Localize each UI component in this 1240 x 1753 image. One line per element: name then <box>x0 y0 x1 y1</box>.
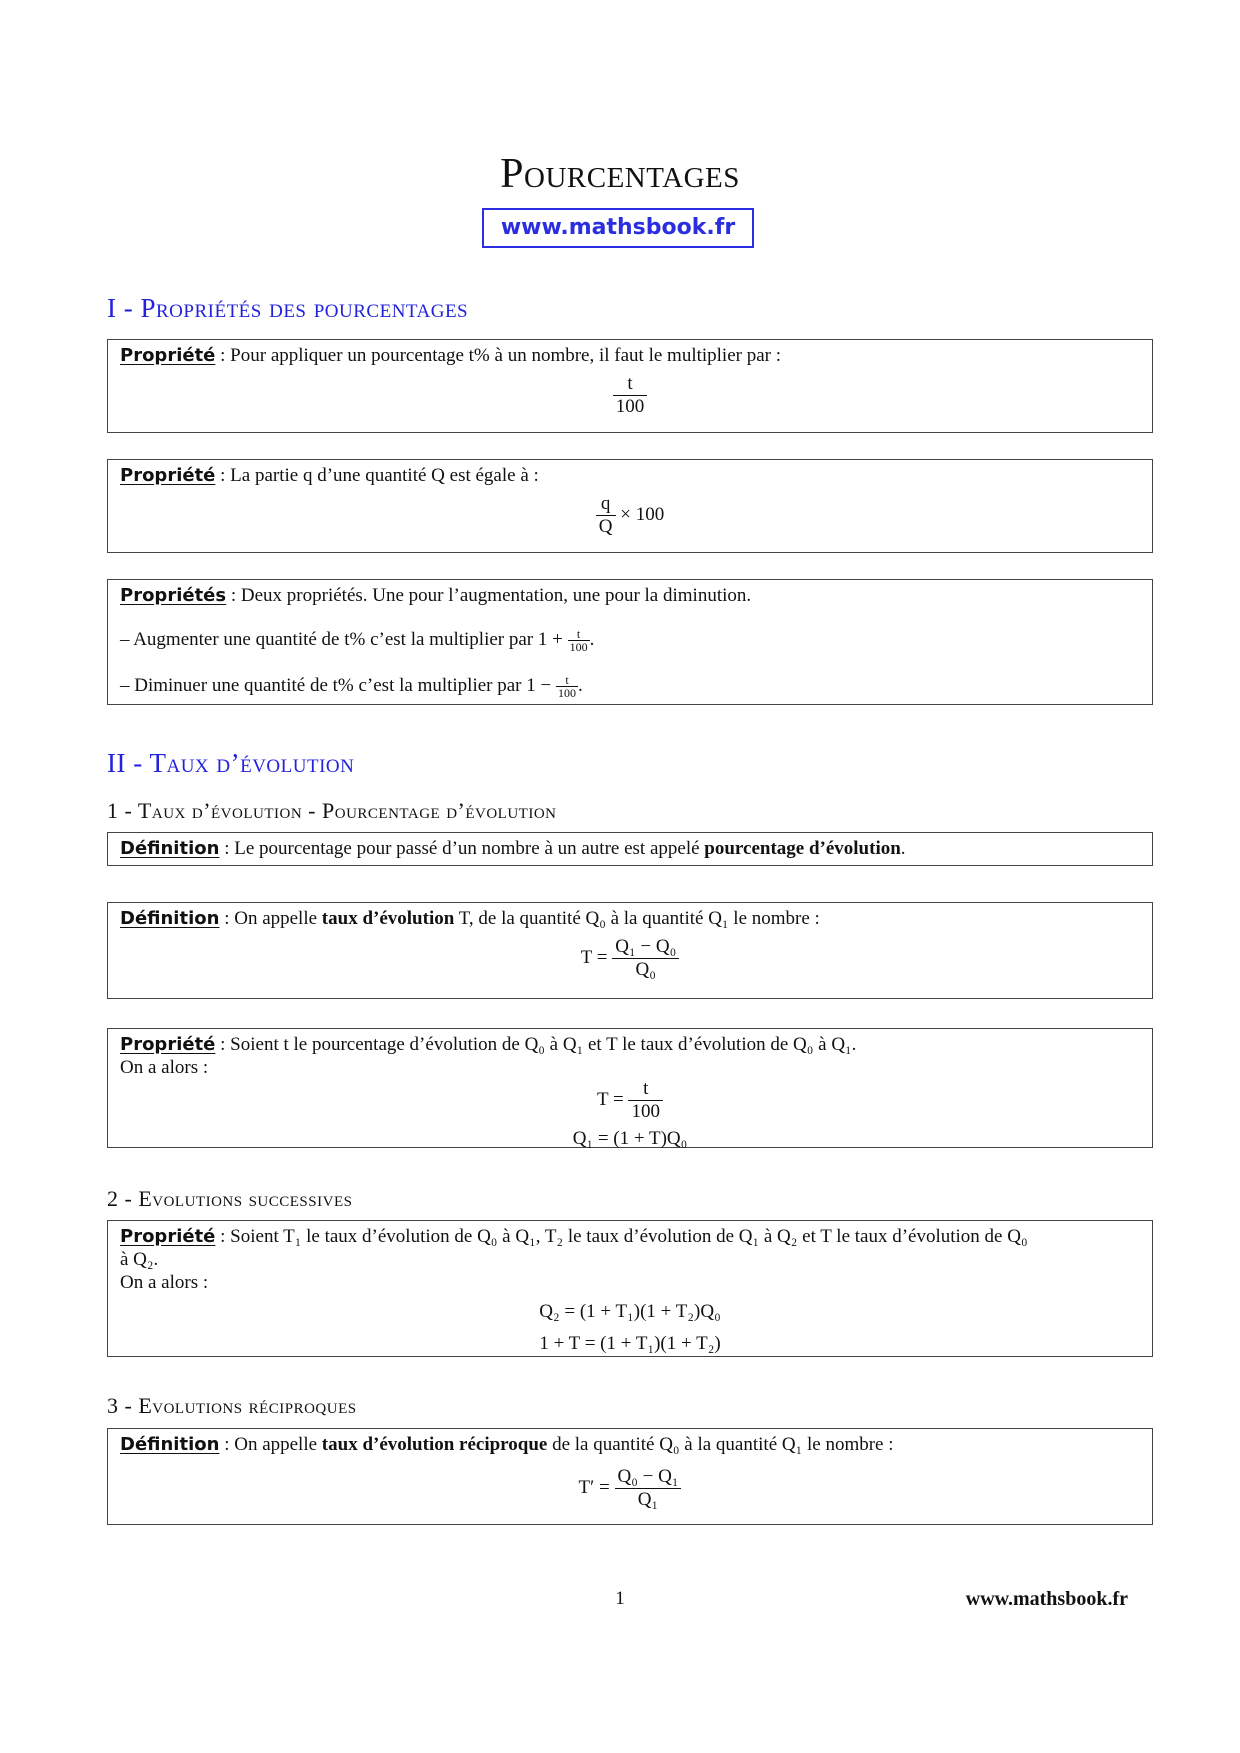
box-label: Définition <box>120 1434 220 1455</box>
denominator: 100 <box>631 1101 660 1122</box>
subsection-heading-1: 1 - Taux d’évolution - Pourcentage d’évolution <box>107 798 557 823</box>
numerator: Q₀ − Q₁ <box>615 1466 682 1489</box>
box-text-continued: à Q₂. <box>120 1249 159 1270</box>
box-label: Propriété <box>120 1034 216 1055</box>
denominator: 100 <box>569 640 588 655</box>
section-heading-2: II - Taux d’évolution <box>107 748 355 778</box>
numerator: t <box>628 1078 663 1101</box>
formula-1: Q₂ = (1 + T₁)(1 + T₂)Q₀ <box>539 1301 721 1322</box>
box-text: : Le pourcentage pour passé d’un nombre à un autre est appelé <box>219 838 705 859</box>
item-text: – Diminuer une quantité de t% c’est la multiplier par 1 − <box>120 675 556 697</box>
list-item-increase: – Augmenter une quantité de t% c’est la multiplier par 1 + $\frac{t}{100}$ . <box>120 627 595 655</box>
formula <box>120 1466 1140 1511</box>
box-text-line2: On a alors : <box>120 1272 209 1293</box>
box-text-end: de la quantité Q₀ à la quantité Q₁ le nombre : <box>547 1434 894 1455</box>
box-label: Propriétés <box>120 585 227 606</box>
fraction <box>613 373 648 418</box>
numerator: q <box>596 493 616 516</box>
page-number: 1 <box>615 1588 625 1609</box>
formula-tail: × 100 <box>615 503 665 525</box>
strong-term: pourcentage d’évolution <box>704 838 901 859</box>
denominator: Q₁ <box>637 1489 659 1510</box>
box-text-end: . <box>900 838 906 859</box>
box-label: Propriété <box>120 1226 216 1247</box>
box-text: : Deux propriétés. Une pour l’augmentation, une pour la diminution. <box>226 585 752 606</box>
box-label: Propriété <box>120 345 216 366</box>
strong-term: taux d’évolution réciproque <box>321 1434 548 1455</box>
list-item-decrease: – Diminuer une quantité de t% c’est la multiplier par 1 − $\frac{t}{100}$ . <box>120 673 583 701</box>
box-text: : On appelle <box>219 1434 322 1455</box>
small-fraction <box>568 628 590 653</box>
definition-box-evolution-rate <box>107 902 1153 999</box>
subsection-heading-3: 3 - Evolutions réciproques <box>107 1393 357 1418</box>
footer-site-link[interactable]: www.mathsbook.fr <box>965 1588 1128 1610</box>
property-box-rate-percentage <box>107 1028 1153 1148</box>
fraction <box>612 936 679 981</box>
strong-term: taux d’évolution <box>321 908 455 929</box>
numerator: t <box>568 628 590 641</box>
item-text: – Augmenter une quantité de t% c’est la multiplier par 1 + <box>120 629 568 650</box>
formula-lhs: T = <box>597 1088 629 1110</box>
fraction <box>615 1466 682 1511</box>
subsection-heading-2: 2 - Evolutions successives <box>107 1186 353 1211</box>
formula-2: 1 + T = (1 + T₁)(1 + T₂) <box>539 1333 721 1354</box>
box-label: Propriété <box>120 465 216 486</box>
denominator: Q <box>598 516 613 537</box>
small-fraction <box>556 674 578 699</box>
formula <box>120 936 1140 981</box>
formula-lhs: T = <box>580 946 613 968</box>
definition-box-percentage-evolution <box>107 832 1153 866</box>
denominator: 100 <box>557 686 576 701</box>
denominator: 100 <box>615 396 645 417</box>
formula <box>120 493 1140 538</box>
box-text: : Soient T₁ le taux d’évolution de Q₀ à Q₁, T₂ le taux d’évolution de Q₁ à Q₂ et T le taux d’évolution de Q₀ <box>215 1226 1028 1247</box>
formula-2: Q₁ = (1 + T)Q₀ <box>572 1128 688 1149</box>
fraction <box>628 1078 663 1123</box>
formula-1 <box>120 1078 1140 1123</box>
box-text: : Pour appliquer un pourcentage t% à un nombre, il faut le multiplier par : <box>215 345 782 366</box>
box-text-line2: On a alors : <box>120 1057 209 1078</box>
formula <box>120 373 1140 418</box>
box-text: : Soient t le pourcentage d’évolution de Q₀ à Q₁ et T le taux d’évolution de Q₀ à Q₁. <box>215 1034 857 1055</box>
numerator: t <box>613 373 648 396</box>
numerator: Q₁ − Q₀ <box>612 936 679 959</box>
site-link-box[interactable]: www.mathsbook.fr <box>482 208 754 248</box>
property-box-part-of-quantity <box>107 459 1153 553</box>
numerator: t <box>556 674 578 687</box>
property-box-apply-percentage <box>107 339 1153 433</box>
denominator: Q₀ <box>635 959 656 980</box>
section-heading-1: I - Propriétés des pourcentages <box>107 293 469 323</box>
formula-lhs: T′ = <box>578 1476 615 1498</box>
property-box-increase-decrease <box>107 579 1153 705</box>
box-label: Définition <box>120 838 220 859</box>
box-text: : On appelle <box>219 908 322 929</box>
definition-box-reciprocal-rate <box>107 1428 1153 1525</box>
fraction <box>596 493 616 538</box>
box-label: Définition <box>120 908 220 929</box>
box-text-end: T, de la quantité Q₀ à la quantité Q₁ le nombre : <box>454 908 820 929</box>
property-box-successive-evolutions <box>107 1220 1153 1357</box>
page-title: Pourcentages <box>500 151 740 197</box>
box-text: : La partie q d’une quantité Q est égale à : <box>215 465 539 486</box>
